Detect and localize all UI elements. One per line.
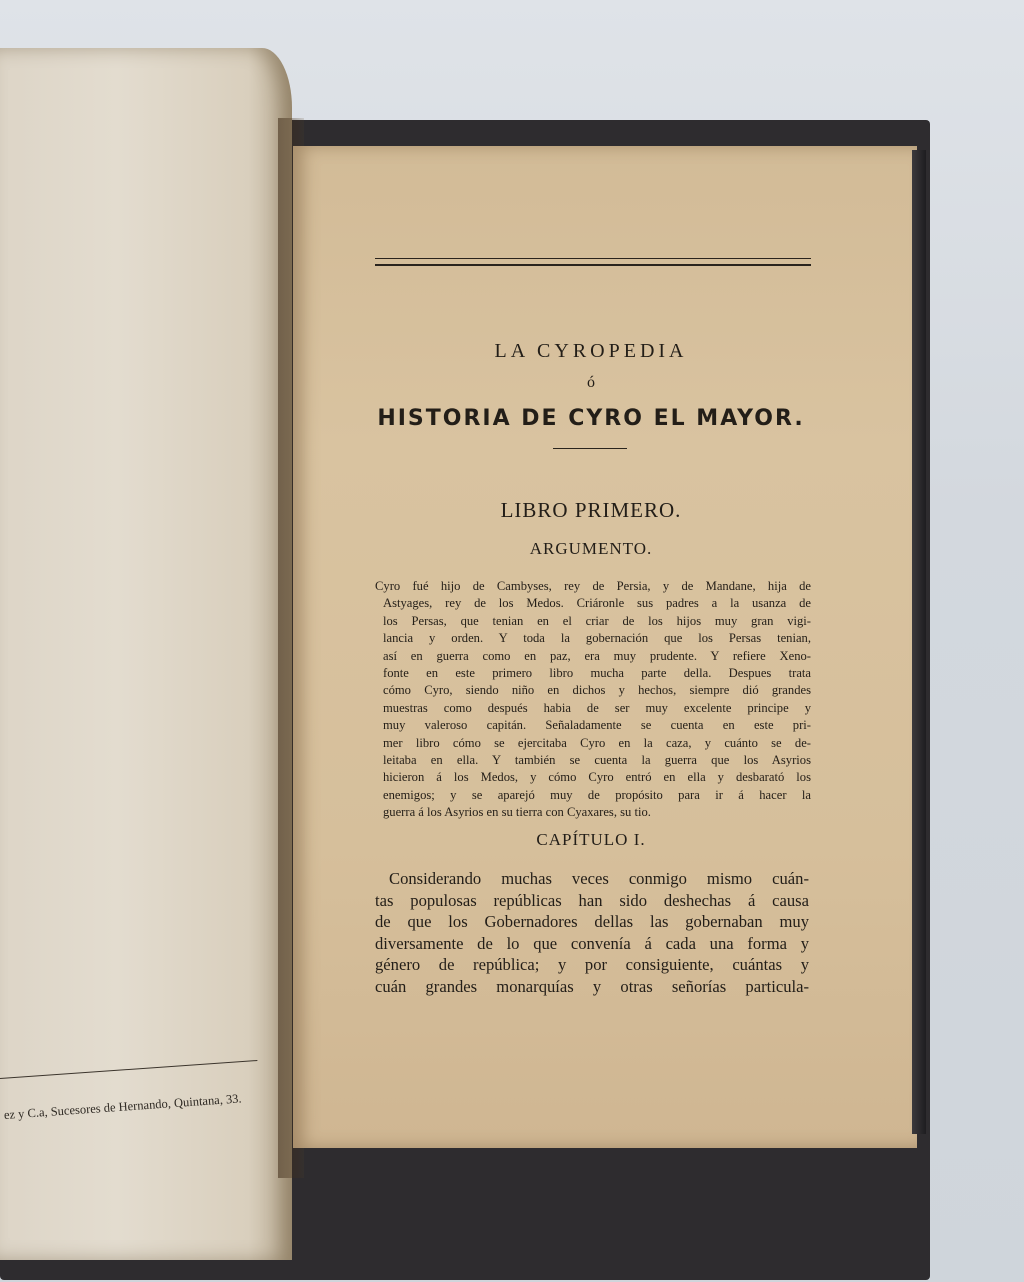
body-line: Considerando muchas veces conmigo mismo cuán- [389,869,809,888]
left-page [0,48,292,1260]
title-underline-rule [553,448,627,449]
argument-line: hicieron á los Medos, y cómo Cyro entró en ella y desbarató los [383,770,811,785]
argument-line: cómo Cyro, siendo niño en dichos y hechos, siempre dió grandes [383,683,811,698]
argument-line: lancia y orden. Y toda la gobernación que los Persas tenian, [383,631,811,646]
chapter-body-text [375,868,809,998]
book-subtitle: HISTORIA DE CYRO EL MAYOR. [377,406,805,431]
argument-line: Cyro fué hijo de Cambyses, rey de Persia, y de Mandane, hija de [375,579,811,593]
title-connector: ó [587,374,595,391]
argument-line: mer libro cómo se ejercitaba Cyro en la caza, y cuánto se de- [383,735,811,750]
argument-line: guerra á los Asyrios en su tierra con Cyaxares, su tio. [383,805,651,820]
argument-line: leitaba en ella. Y también se cuenta la guerra que los Asyrios [383,753,811,768]
right-page [293,146,917,1148]
argument-line: enemigos; y se aparejó muy de propósito para ir á hacer la [383,787,811,802]
argument-line: así en guerra como en paz, era muy prudente. Y refiere Xeno- [383,648,811,663]
argument-line: fonte en este primero libro mucha parte della. Despues trata [383,666,811,681]
left-page-printer-imprint: ez y C.a, Sucesores de Hernando, Quintana, 33. [3,1091,242,1122]
argument-text [375,578,811,822]
body-line: de que los Gobernadores dellas las gobernaban muy [375,912,809,932]
book-title: LA CYROPEDIA [494,340,688,362]
body-line: cuán grandes monarquías y otras señorías particula- [375,976,809,996]
book-cover-edge [912,150,926,1134]
body-line: tas populosas repúblicas han sido deshechas á causa [375,890,809,910]
left-page-footer-rule [0,1060,257,1079]
chapter-heading: CAPÍTULO I. [536,830,646,849]
argument-line: muy valeroso capitán. Señaladamente se cuenta en este pri- [383,718,811,733]
book-part-heading: LIBRO PRIMERO. [500,498,682,522]
argument-line: Astyages, rey de los Medos. Criáronle sus padres a la usanza de [383,596,811,611]
argument-line: los Persas, que tenian en el criar de los hijos muy gran vigi- [383,613,811,628]
title-top-rule [375,258,811,266]
argument-heading: ARGUMENTO. [529,539,653,558]
argument-line: muestras como después habia de ser muy excelente principe y [383,700,811,715]
body-line: diversamente de lo que convenía á cada una forma y [375,933,809,953]
body-line: género de república; y por consiguiente, cuántas y [375,955,809,975]
